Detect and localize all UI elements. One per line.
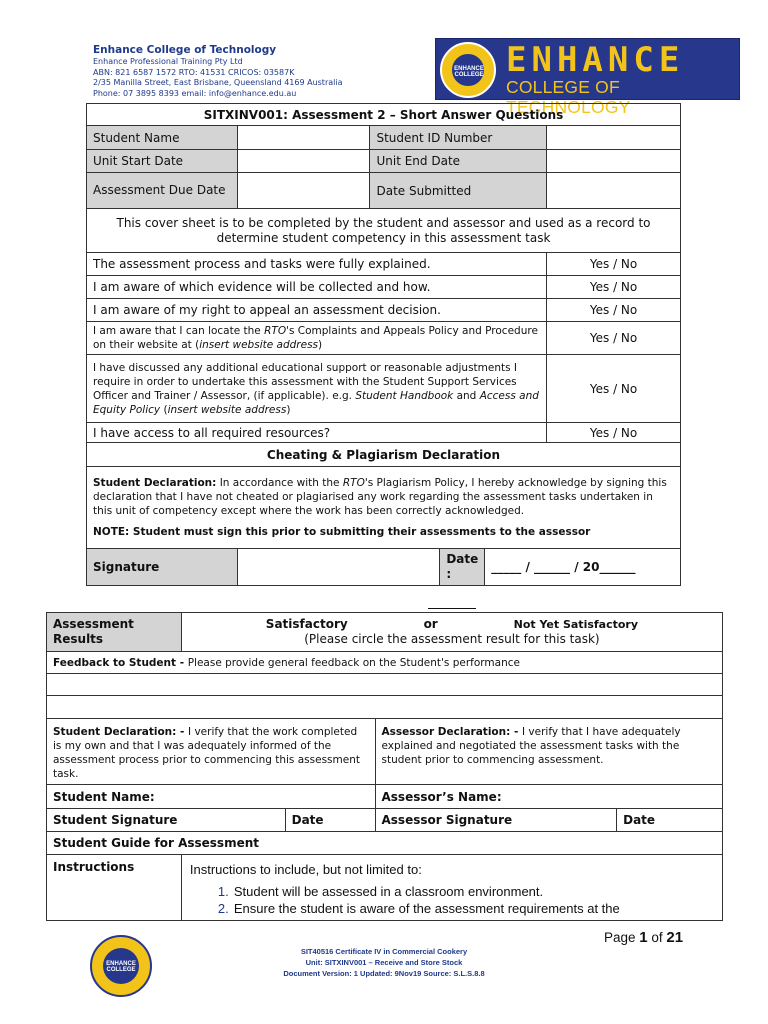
header-line: ABN: 821 6587 1572 RTO: 41531 CRICOS: 03587K <box>93 67 295 77</box>
footer-line: SIT40516 Certificate IV in Commercial Cookery <box>300 947 468 956</box>
date-field[interactable]: _____ / ______ / 20______ <box>485 549 681 586</box>
checklist-item: I am aware that I can locate the RTO's Complaints and Appeals Policy and Procedure on their website at (insert website address) <box>87 322 547 355</box>
date-submitted-label: Date Submitted <box>370 173 547 209</box>
results-options <box>181 613 722 652</box>
college-logo <box>435 38 740 117</box>
yes-no-option[interactable]: Yes / No <box>547 423 681 443</box>
instructions-label: Instructions <box>47 855 182 921</box>
seal-text: ENHANCE COLLEGE <box>454 66 484 78</box>
assessor-name-field[interactable]: Assessor’s Name: <box>375 785 723 809</box>
unit-end-label: Unit End Date <box>370 150 547 173</box>
student-signature-field[interactable]: Student Signature <box>47 809 286 832</box>
declaration-note: NOTE: Student must sign this prior to submitting their assessments to the assessor <box>93 526 591 538</box>
checklist-item: I am aware of which evidence will be collected and how. <box>87 276 547 299</box>
yes-no-option[interactable]: Yes / No <box>547 276 681 299</box>
header-line: Phone: 07 3895 8393 email: info@enhance.edu.au <box>93 88 297 98</box>
student-name-label: Student Name <box>87 126 238 150</box>
cheating-title: Cheating & Plagiarism Declaration <box>87 443 681 467</box>
unit-end-field[interactable] <box>547 150 681 173</box>
student-name-field[interactable] <box>237 126 370 150</box>
list-item: 1. Student will be assessed in a classroom environment. <box>217 884 544 899</box>
feedback-heading: Feedback to Student - Please provide general feedback on the Student's performance <box>47 652 723 674</box>
or-text: or <box>423 617 438 631</box>
signature-field[interactable] <box>237 549 440 586</box>
assessor-signature-field[interactable]: Assessor Signature <box>375 809 617 832</box>
college-name: Enhance College of Technology <box>93 44 277 56</box>
yes-no-option[interactable]: Yes / No <box>547 253 681 276</box>
yes-no-option[interactable]: Yes / No <box>547 299 681 322</box>
student-name-field[interactable]: Student Name: <box>47 785 376 809</box>
checklist-item: I have discussed any additional educational support or reasonable adjustments I require in order to undertake this assessment with the Student Support Services Officer and Trainer / Assessor, (if applicable). e.g. Student Handbook and Access and Equity Policy (insert website address) <box>87 355 547 423</box>
student-id-field[interactable] <box>547 126 681 150</box>
unit-start-label: Unit Start Date <box>87 150 238 173</box>
checklist-item: I have access to all required resources? <box>87 423 547 443</box>
student-declaration: Student Declaration: In accordance with the RTO's Plagiarism Policy, I hereby acknowledge by signing this declaration that I have not cheated or plagiarised any work regarding the assessment tasks undertaken in this unit of competency except where the work has been correctly acknowledged. NOTE: Student must sign this prior to submitting their assessments to the assessor <box>87 467 681 549</box>
signature-label: Signature <box>87 549 238 586</box>
yes-no-option[interactable]: Yes / No <box>547 355 681 423</box>
checklist-item: I am aware of my right to appeal an assessment decision. <box>87 299 547 322</box>
instructions-intro: Instructions to include, but not limited to: <box>189 862 422 877</box>
cover-intro: This cover sheet is to be completed by the student and assessor and used as a record to determine student competency in this assessment task <box>87 209 681 253</box>
logo-subtitle: COLLEGE OF TECHNOLOGY <box>506 77 631 117</box>
seal-icon <box>440 42 496 98</box>
student-declaration-box: Student Declaration: - I verify that the work completed is my own and that I was adequately informed of the assessment process prior to commencing this assessment task. <box>47 719 376 785</box>
header-line: Enhance Professional Training Pty Ltd <box>93 57 243 66</box>
college-header <box>93 44 342 99</box>
results-table <box>46 612 723 921</box>
checklist-item: The assessment process and tasks were fully explained. <box>87 253 547 276</box>
feedback-line[interactable] <box>47 674 723 696</box>
assessor-declaration-box: Assessor Declaration: - I verify that I have adequately explained and negotiated the assessment tasks with the student prior to commencing assessment. <box>375 719 723 785</box>
due-date-field[interactable] <box>237 173 370 209</box>
yes-no-option[interactable]: Yes / No <box>547 322 681 355</box>
footer-line: Unit: SITXINV001 – Receive and Store Stock <box>305 958 463 967</box>
circle-note: (Please circle the assessment result for this task) <box>304 632 600 646</box>
page-number: Page 1 of 21 <box>604 929 684 946</box>
date-label: Date : <box>440 549 485 586</box>
logo-word: ENHANCE <box>506 40 685 80</box>
unit-start-field[interactable] <box>237 150 370 173</box>
header-line: 2/35 Manilla Street, East Brisbane, Queensland 4169 Australia <box>93 78 343 87</box>
footer-line: Document Version: 1 Updated: 9Nov19 Source: S.L.S.8.8 <box>283 969 485 978</box>
due-date-label: Assessment Due Date <box>87 173 238 209</box>
instructions-content <box>181 855 722 921</box>
assessor-date-field[interactable]: Date <box>617 809 723 832</box>
satisfactory-option[interactable]: Satisfactory <box>265 617 348 631</box>
cover-sheet-table <box>86 103 681 586</box>
divider <box>428 608 476 609</box>
not-yet-satisfactory-option[interactable]: Not Yet Satisfactory <box>513 618 639 631</box>
document-footer <box>0 946 768 979</box>
student-id-label: Student ID Number <box>370 126 547 150</box>
student-date-field[interactable]: Date <box>285 809 375 832</box>
results-label: Assessment Results <box>47 613 182 652</box>
seal-text: ENHANCE COLLEGE <box>106 961 136 973</box>
assessment-title: SITXINV001: Assessment 2 – Short Answer Questions <box>87 104 681 126</box>
list-item: 2. Ensure the student is aware of the assessment requirements at the <box>217 901 620 916</box>
feedback-line[interactable] <box>47 696 723 719</box>
date-submitted-field[interactable] <box>547 173 681 209</box>
student-guide-heading: Student Guide for Assessment <box>47 832 723 855</box>
